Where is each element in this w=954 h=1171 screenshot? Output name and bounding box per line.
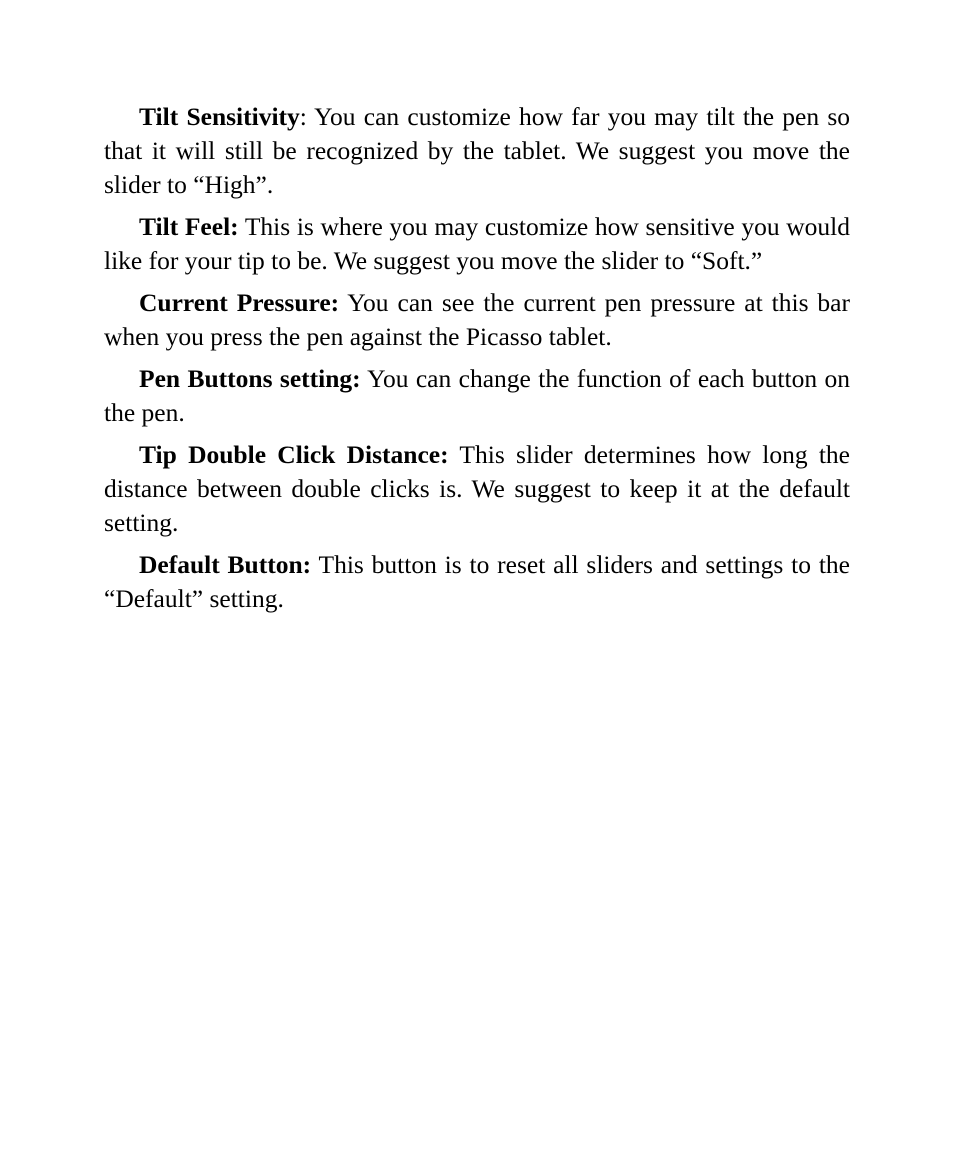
description-tip-double-click-distance: This slider determines how long the distance between double clicks is. We suggest to keep it at the default setting. (104, 440, 851, 537)
term-current-pressure: Current Pressure: (139, 288, 340, 317)
separator (449, 440, 460, 469)
separator (339, 288, 347, 317)
term-tip-double-click-distance: Tip Double Click Distance: (139, 440, 449, 469)
separator: : (299, 102, 315, 131)
description-default-button: This button is to reset all sliders and settings to the “Default” setting. (104, 550, 850, 613)
paragraph-current-pressure (104, 286, 850, 354)
term-tilt-sensitivity: Tilt Sensitivity (139, 102, 300, 131)
document-page (104, 100, 850, 624)
paragraph-pen-buttons-setting (104, 362, 850, 430)
description-pen-buttons-setting: You can change the function of each button on the pen. (104, 364, 850, 427)
description-tilt-feel: This is where you may customize how sensitive you would like for your tip to be. We suggest you move the slider to “Soft.” (104, 212, 850, 275)
term-tilt-feel: Tilt Feel: (139, 212, 239, 241)
description-current-pressure: You can see the current pen pressure at this bar when you press the pen against the Picasso tablet. (104, 288, 850, 351)
description-tilt-sensitivity: You can customize how far you may tilt the pen so that it will still be recognized by the tablet. We suggest you move the slider to “High”. (104, 102, 850, 199)
term-default-button: Default Button: (139, 550, 312, 579)
separator (311, 550, 318, 579)
paragraph-tilt-sensitivity (104, 100, 850, 202)
term-pen-buttons-setting: Pen Buttons setting: (139, 364, 361, 393)
paragraph-tilt-feel (104, 210, 850, 278)
paragraph-default-button (104, 548, 850, 616)
paragraph-tip-double-click-distance (104, 438, 850, 540)
